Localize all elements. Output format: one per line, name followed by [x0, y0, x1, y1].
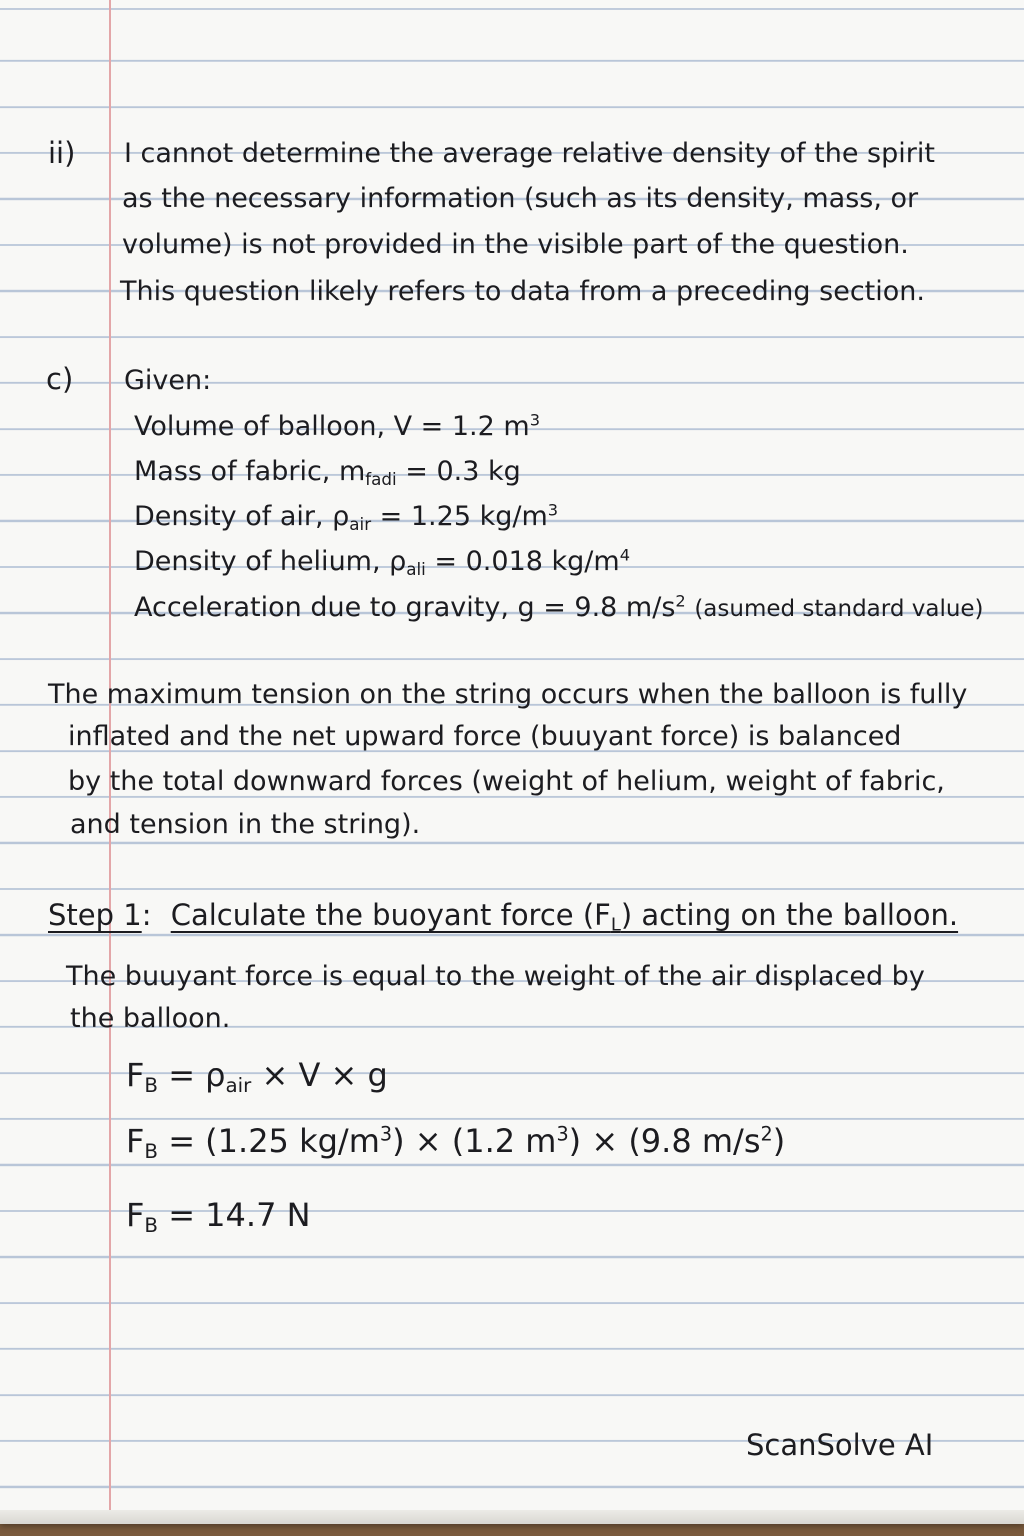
explanation-line-3: by the total downward forces (weight of helium, weight of fabric, — [68, 766, 945, 797]
part-ii-line-4: This question likely refers to data from a preceding section. — [120, 276, 925, 307]
step-1-desc-line-1: The buuyant force is equal to the weight of the air displaced by — [66, 961, 925, 992]
equation-buoyant-substitution: $F_B = (1.25$ $kg/m^3) \times (1.2$ $m^3) \times (9.8$ $m/s^2$) — [126, 1122, 786, 1163]
page-edge — [0, 1510, 1024, 1524]
given-gravity: Acceleration due to gravity, g = 9.8 $m/s^2$ (asumed standard value) — [134, 591, 984, 623]
step-1-desc-line-2: the balloon. — [70, 1003, 231, 1034]
explanation-line-1: The maximum tension on the string occurs when the balloon is fully — [48, 679, 968, 710]
equation-buoyant-result: $F_B = 14.7$ N — [126, 1196, 311, 1237]
part-ii-line-3: volume) is not provided in the visible part of the question. — [122, 229, 909, 260]
footer-brand: ScanSolve AI — [746, 1428, 934, 1462]
part-ii-label: ii) — [48, 136, 76, 170]
equation-buoyant-formula: $F_B = \rho_{air} \times V \times g$ — [126, 1056, 388, 1097]
given-heading: Given: — [124, 365, 212, 396]
explanation-line-4: and tension in the string). — [70, 809, 421, 840]
part-ii-line-1: I cannot determine the average relative density of the spirit — [124, 138, 935, 169]
explanation-line-2: inflated and the net upward force (buuyant force) is balanced — [68, 721, 902, 752]
margin-line — [109, 0, 111, 1524]
part-ii-line-2: as the necessary information (such as its density, mass, or — [122, 183, 919, 214]
step-1-heading: Step 1: Calculate the buoyant force $(F_L)$ acting on the balloon. — [48, 898, 959, 936]
given-helium-density: Density of helium, $\rho_{ali} = 0.018$ $kg/m^4$ — [134, 545, 630, 580]
given-mass: Mass of fabric, $m_{fadi} = 0.3$ kg — [134, 456, 521, 490]
part-c-label: c) — [46, 362, 74, 396]
given-volume: Volume of balloon, V = 1.2 $m^3$ — [134, 410, 541, 442]
given-air-density: Density of air, $\rho_{air} = 1.25$ $kg/m^3$ — [134, 500, 559, 535]
